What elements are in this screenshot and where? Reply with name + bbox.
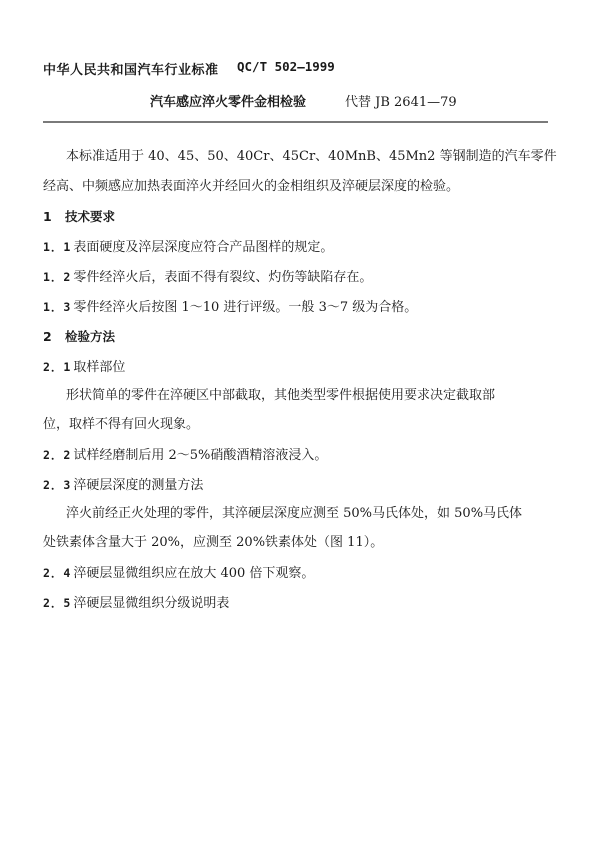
item-text: 取样部位: [73, 360, 126, 375]
section-number: 2: [43, 329, 52, 344]
paragraph-line: 形状简单的零件在淬硬区中部截取，其他类型零件根据使用要求决定截取部: [66, 388, 496, 403]
item-number: 2．5: [43, 596, 72, 610]
item-number: 2．2: [43, 448, 72, 462]
list-item: [43, 358, 125, 377]
item-number: 2．3: [43, 478, 72, 492]
item-number: 1．1: [43, 240, 72, 254]
item-number: 2．4: [43, 566, 72, 580]
item-text: 淬硬层显微组织分级说明表: [73, 596, 230, 611]
list-item: [43, 298, 417, 317]
list-item: [43, 594, 229, 613]
list-item: [43, 476, 203, 495]
paragraph-line: 淬火前经正火处理的零件，其淬硬层深度应测至 50%马氏体处，如 50%马氏体: [66, 506, 523, 521]
list-item: [43, 238, 333, 257]
section-2-heading: [43, 328, 115, 346]
document-title: 汽车感应淬火零件金相检验: [150, 95, 307, 110]
section-title: 检验方法: [65, 329, 116, 344]
replaces-standard: 代替 JB 2641—79: [345, 95, 457, 110]
item-text: 零件经淬火后，表面不得有裂纹、灼伤等缺陷存在。: [73, 270, 373, 285]
item-text: 淬硬层显微组织应在放大 400 倍下观察。: [73, 566, 315, 581]
standard-organization: 中华人民共和国汽车行业标准: [43, 63, 219, 78]
section-title: 技术要求: [65, 209, 116, 224]
list-item: [43, 268, 372, 287]
intro-line-2: 经高、中频感应加热表面淬火并经回火的金相组织及淬硬层深度的检验。: [43, 179, 460, 194]
item-text: 试样经磨制后用 2～5%硝酸酒精溶液浸入。: [73, 448, 328, 463]
item-number: 1．3: [43, 300, 72, 314]
section-number: 1: [43, 209, 52, 224]
item-text: 淬硬层深度的测量方法: [73, 478, 204, 493]
paragraph-line: 处铁素体含量大于 20%，应测至 20%铁素体处（图 11）。: [43, 535, 384, 550]
standard-code: QC/T 502—1999: [237, 59, 335, 74]
list-item: [43, 446, 327, 465]
paragraph-line: 位，取样不得有回火现象。: [43, 417, 200, 432]
header-divider: [43, 121, 548, 123]
list-item: [43, 564, 314, 583]
item-number: 2．1: [43, 360, 72, 374]
item-text: 零件经淬火后按图 1～10 进行评级。一般 3～7 级为合格。: [73, 300, 418, 315]
section-1-heading: [43, 208, 115, 226]
item-text: 表面硬度及淬层深度应符合产品图样的规定。: [73, 240, 334, 255]
item-number: 1．2: [43, 270, 72, 284]
intro-line-1: 本标准适用于 40、45、50、40Cr、45Cr、40MnB、45Mn2 等钢制造的汽车零件: [66, 149, 557, 164]
